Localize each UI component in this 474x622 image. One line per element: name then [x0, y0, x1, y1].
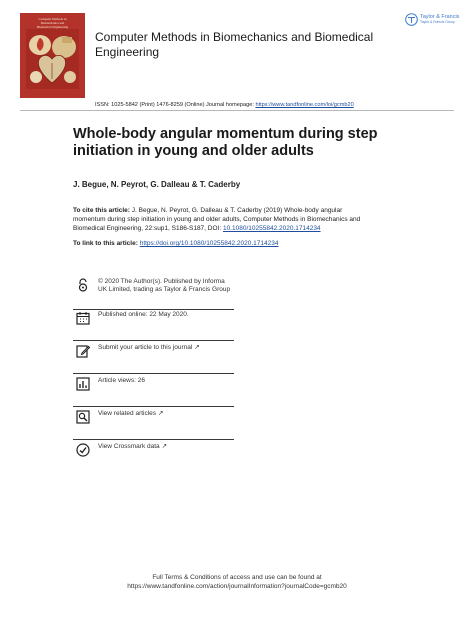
article-authors: J. Begue, N. Peyrot, G. Dalleau & T. Caderby [73, 180, 241, 189]
license-text: © 2020 The Author(s). Published by Informa UK Limited, trading as Taylor & Francis Group [98, 278, 231, 293]
tf-logo-icon [405, 13, 418, 26]
article-doi-url[interactable]: https://doi.org/10.1080/10255842.2020.1714234 [139, 240, 279, 247]
related-item[interactable] [73, 405, 234, 440]
external-link-icon: ↗ [158, 410, 164, 417]
external-link-icon: ↗ [161, 443, 168, 450]
cover-artwork [26, 29, 79, 89]
citation-block [73, 206, 373, 233]
cite-label: To cite this article: [73, 207, 130, 214]
publisher-logo[interactable] [405, 13, 460, 27]
views-item [73, 372, 234, 407]
cover-title: Computer Methods in Biomechanics and Biomedical Engineering [36, 17, 69, 29]
edit-icon [76, 344, 90, 358]
article-title: Whole-body angular momentum during step initiation in young and older adults [73, 126, 378, 159]
bar-chart-icon [76, 377, 90, 391]
footer-terms [0, 573, 474, 591]
article-link-line [73, 240, 279, 247]
crossmark-icon [76, 443, 90, 457]
journal-title: Computer Methods in Biomechanics and Biomedical Engineering [95, 30, 374, 59]
issn-line [95, 102, 354, 108]
submit-item[interactable] [73, 339, 234, 374]
footer-line-1: Full Terms & Conditions of access and use can be found at [152, 574, 322, 581]
publisher-logo-text: Taylor & Francis Taylor & Francis Group [420, 14, 460, 24]
issn-text: ISSN: 1025-5842 (Print) 1476-8259 (Online) Journal homepage: [95, 102, 256, 108]
published-item [73, 306, 234, 341]
footer-terms-link[interactable]: https://www.tandfonline.com/action/journalInformation?journalCode=gcmb20 [127, 583, 347, 590]
doi-link[interactable]: 10.1080/10255842.2020.1714234 [222, 225, 321, 232]
calendar-icon [76, 311, 90, 325]
journal-cover-image [20, 13, 85, 98]
external-link-icon: ↗ [194, 344, 200, 351]
published-text: Published online: 22 May 2020. [98, 311, 189, 318]
cite-text: J. Begue, N. Peyrot, G. Dalleau & T. Caderby (2019) Whole-body angular momentum during step initiation in young and older adults, Computer Methods in Biomechanics and Biomedical Engineering, 22:sup1, S186-S187, DOI: [73, 207, 361, 232]
search-icon [76, 410, 90, 424]
submit-link[interactable]: Submit your article to this journal ↗ [98, 344, 200, 351]
views-text: Article views: 26 [98, 377, 145, 384]
crossmark-item[interactable] [73, 438, 234, 468]
link-label: To link to this article: [73, 240, 140, 247]
header-divider [20, 110, 454, 111]
open-access-icon [76, 278, 90, 292]
related-link[interactable]: View related articles ↗ [98, 410, 164, 417]
license-item [73, 273, 234, 310]
journal-homepage-link[interactable]: https://www.tandfonline.com/loi/gcmb20 [255, 102, 354, 108]
crossmark-link[interactable]: View Crossmark data ↗ [98, 443, 168, 450]
